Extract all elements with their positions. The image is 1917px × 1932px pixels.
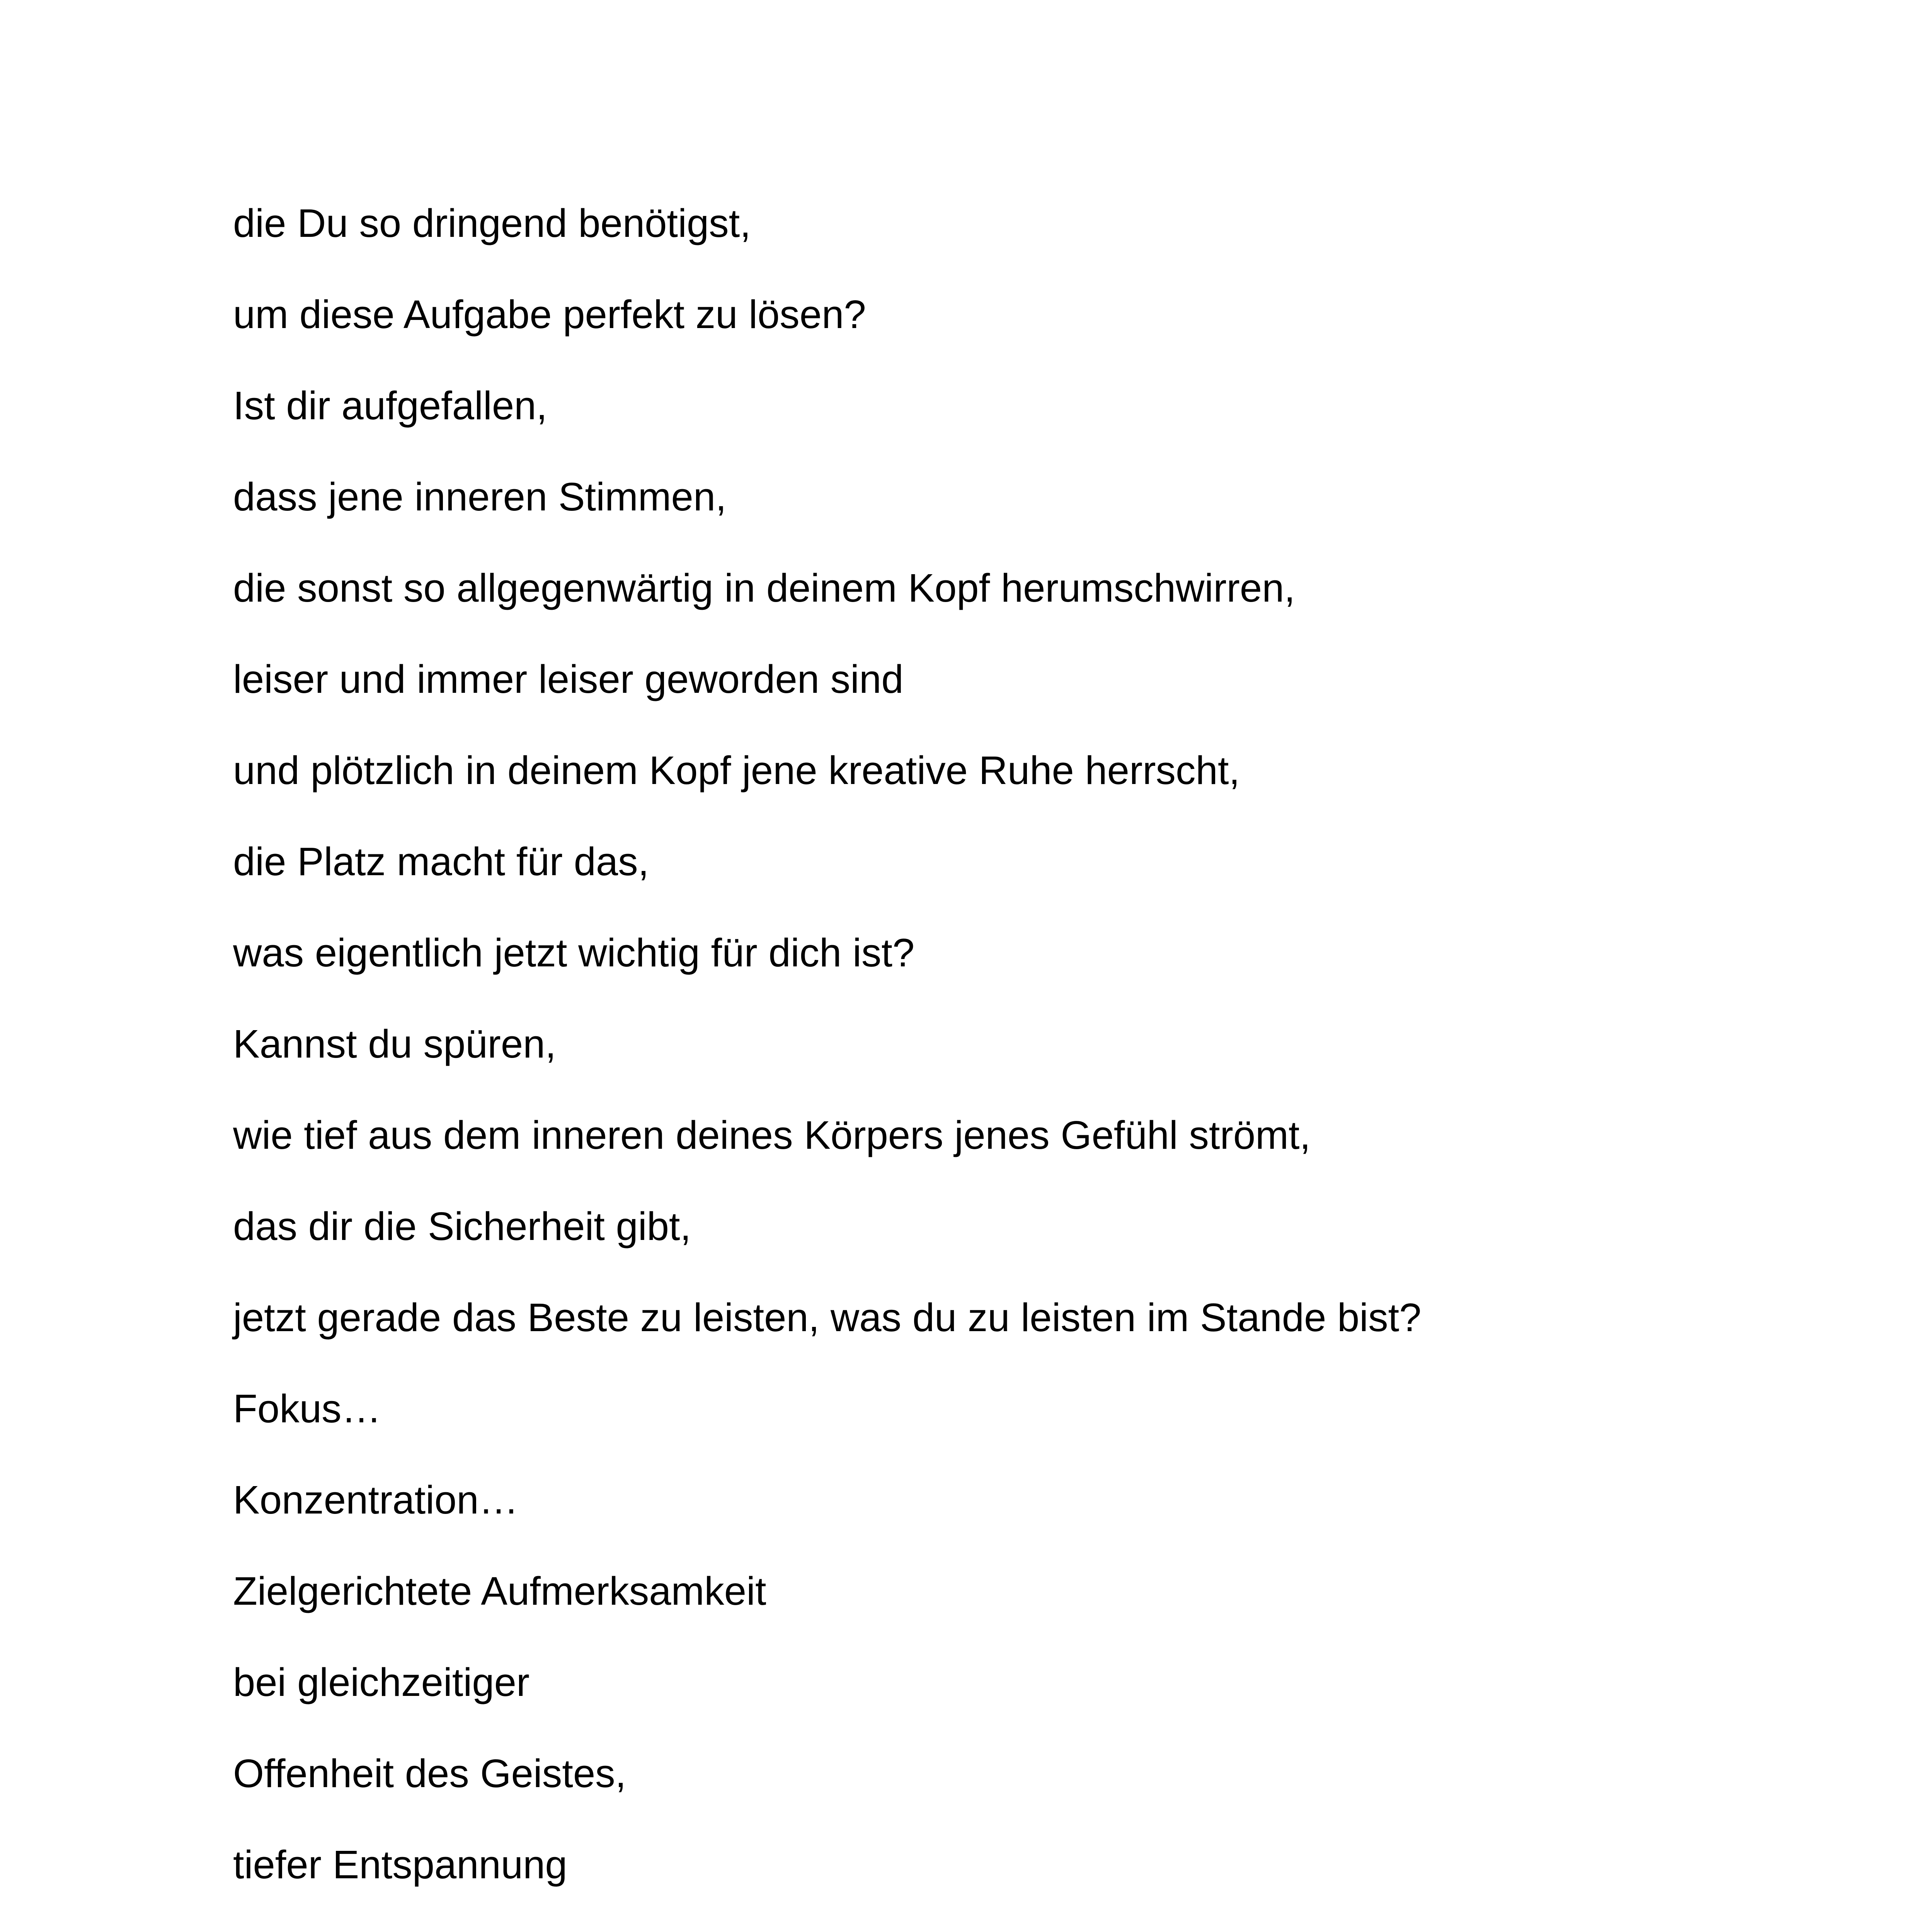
text-line: Ist dir aufgefallen, xyxy=(233,383,548,428)
text-line: die Platz macht für das, xyxy=(233,839,649,884)
text-line: tiefer Entspannung xyxy=(233,1842,567,1887)
text-line: und plötzlich in deinem Kopf jene kreative Ruhe herrscht, xyxy=(233,748,1240,793)
text-line: die Du so dringend benötigst, xyxy=(233,201,751,245)
text-line: Kannst du spüren, xyxy=(233,1022,557,1066)
text-line: das dir die Sicherheit gibt, xyxy=(233,1204,691,1248)
text-line: Konzentration… xyxy=(233,1478,519,1522)
text-line: um diese Aufgabe perfekt zu lösen? xyxy=(233,292,866,337)
text-line: bei gleichzeitiger xyxy=(233,1660,530,1704)
text-line: leiser und immer leiser geworden sind xyxy=(233,657,904,701)
text-line: Fokus… xyxy=(233,1386,381,1431)
text-line: Zielgerichtete Aufmerksamkeit xyxy=(233,1569,766,1613)
text-line: was eigentlich jetzt wichtig für dich ist? xyxy=(233,930,915,975)
text-line: wie tief aus dem inneren deines Körpers jenes Gefühl strömt, xyxy=(233,1113,1311,1157)
text-line xyxy=(233,1910,1740,1932)
text-line: dass jene inneren Stimmen, xyxy=(233,474,727,519)
text-line: Offenheit des Geistes, xyxy=(233,1751,627,1796)
text-line: die sonst so allgegenwärtig in deinem Kopf herumschwirren, xyxy=(233,566,1296,610)
body-text xyxy=(233,178,1740,1932)
text-line: jetzt gerade das Beste zu leisten, was du zu leisten im Stande bist? xyxy=(233,1295,1422,1340)
